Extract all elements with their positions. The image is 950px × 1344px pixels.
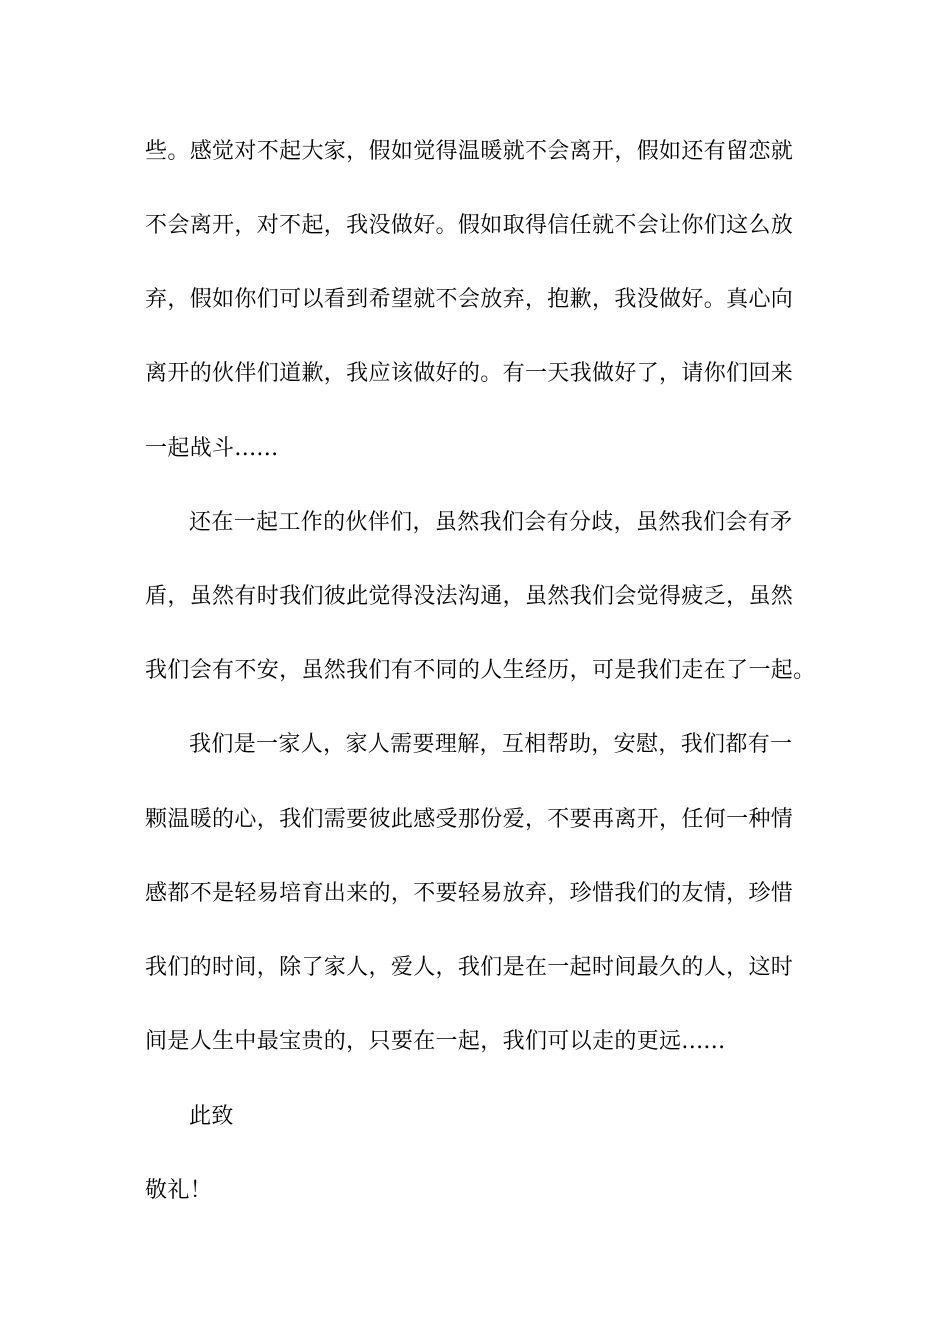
paragraph-line: 盾，虽然有时我们彼此觉得没法沟通，虽然我们会觉得疲乏，虽然 xyxy=(145,584,794,609)
paragraph-line: 弃，假如你们可以看到希望就不会放弃，抱歉，我没做好。真心向 xyxy=(145,287,794,312)
closing-salutation: 此致 xyxy=(189,1104,234,1129)
paragraph-line: 不会离开，对不起，我没做好。假如取得信任就不会让你们这么放 xyxy=(145,213,794,238)
paragraph-line: 些。感觉对不起大家，假如觉得温暖就不会离开，假如还有留恋就 xyxy=(145,139,794,164)
paragraph-line: 颗温暖的心，我们需要彼此感受那份爱，不要再离开，任何一种情 xyxy=(145,807,794,832)
paragraph-line: 我们会有不安，虽然我们有不同的人生经历，可是我们走在了一起。 xyxy=(145,658,816,683)
paragraph-line: 一起战斗...... xyxy=(145,436,279,461)
paragraph-line: 还在一起工作的伙伴们，虽然我们会有分歧，虽然我们会有矛 xyxy=(189,510,793,535)
paragraph-line: 我们的时间，除了家人，爱人，我们是在一起时间最久的人，这时 xyxy=(145,955,794,980)
paragraph-line: 感都不是轻易培育出来的，不要轻易放弃，珍惜我们的友情，珍惜 xyxy=(145,881,794,906)
paragraph-line: 我们是一家人，家人需要理解，互相帮助，安慰，我们都有一 xyxy=(189,732,793,757)
paragraph-line: 离开的伙伴们道歉，我应该做好的。有一天我做好了，请你们回来 xyxy=(145,361,794,386)
paragraph-line: 间是人生中最宝贵的，只要在一起，我们可以走的更远...... xyxy=(145,1029,726,1054)
closing-regards: 敬礼！ xyxy=(145,1178,213,1203)
